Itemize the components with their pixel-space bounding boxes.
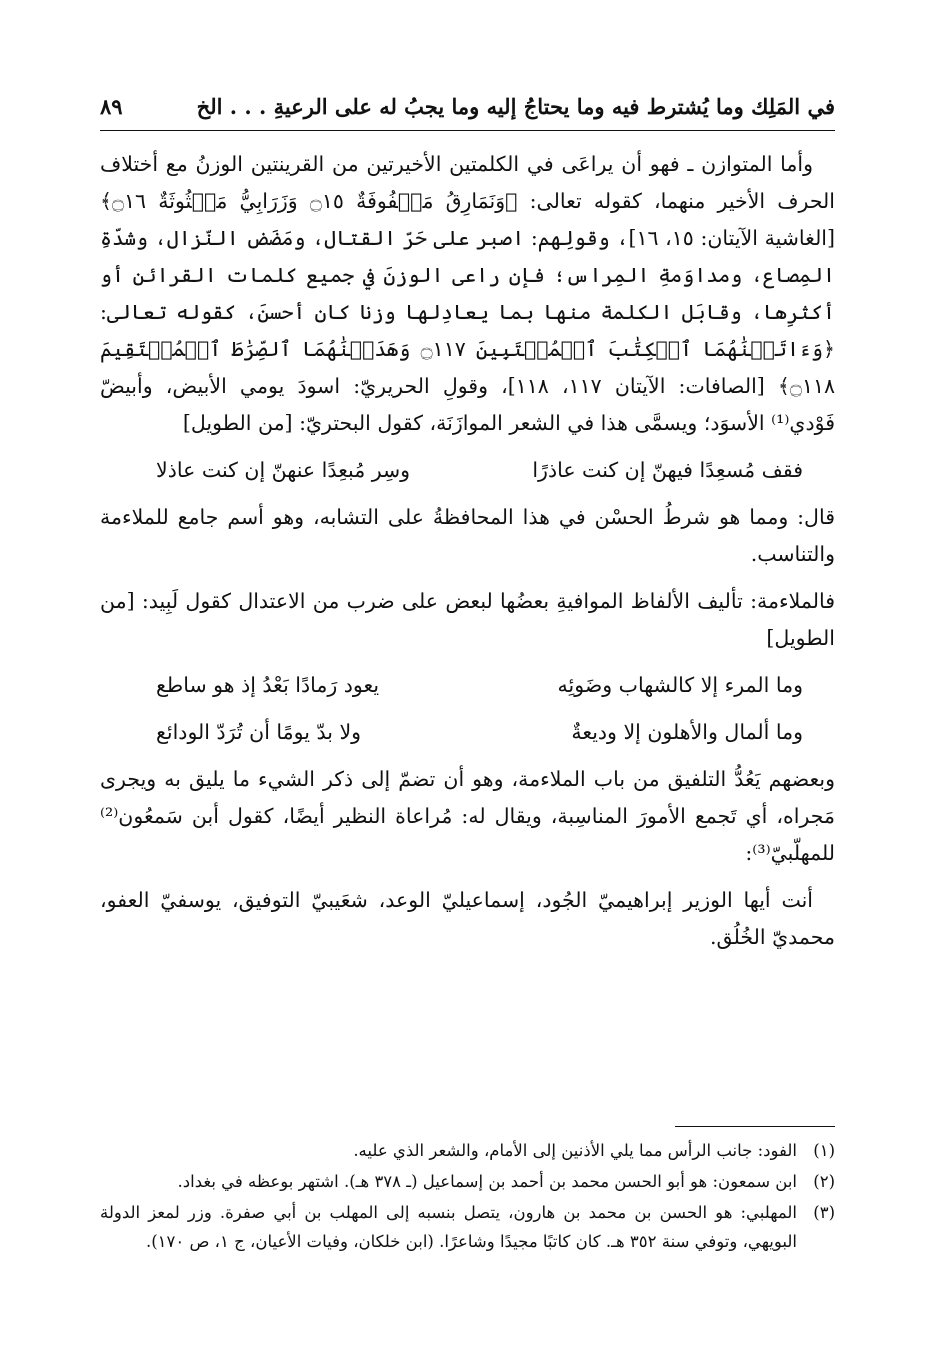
page-number: ٨٩ [100,93,123,119]
verse-hemistich-second: وسِر مُبعِدًا عنهنّ إن كنت عاذلا [156,458,411,482]
footnote-1 [100,1136,835,1165]
verse-buhturi [100,452,835,489]
footnote-3 [100,1198,835,1256]
paragraph-mulaama: فالملاءمة: تأليف الألفاظ الموافيةِ بعضُها لبعض على ضرب من الاعتدال كقول لَبِيد: [من الطويل] [100,589,835,650]
footnote-2 [100,1167,835,1196]
paragraph-talfiq: وبعضهم يَعُدُّ التلفيق من باب الملاءمة، وهو أن تضمّ إلى ذكر الشيء ما يليق به ويجرى مَجراه، أي تَجمع الأمورَ المناسِبة، ويقال له: مُراعاة النظير أيضًا، كقول أبن سَمعُون⁽²⁾ للمهلّبيّ⁽³⁾: [100,767,835,865]
body-text [100,146,835,966]
header-rule [100,130,835,131]
footnote-text: الفود: جانب الرأس مما يلي الأذنين إلى الأمام، والشعر الذي عليه. [353,1141,797,1160]
footnote-marker: (٢) [813,1172,835,1191]
verse-hemistich-first: وما المرء إلا كالشهاب وضَوئِه [557,673,803,697]
verse-hemistich-first: فقف مُسعِدًا فيهنّ إن كنت عاذرًا [532,458,803,482]
verse-hemistich-second: ولا بدّ يومًا أن تُرَدّ الودائع [156,720,362,744]
footnotes [100,1136,835,1258]
paragraph-quote-wazir: أنت أيها الوزير إبراهيميّ الجُود، إسماعيليّ الوعد، شعَيبيّ التوفيق، يوسفيّ العفو، محمديّ الخُلُق. [100,888,835,949]
running-header [100,86,835,126]
running-title: في المَلِك وما يُشترط فيه وما يحتاجُ إليه وما يجبُ له على الرعيةِ . . . الخ [196,93,835,119]
footnote-text: المهلبي: هو الحسن بن محمد بن هارون، يتصل بنسبه إلى المهلب بن أبي صفرة. وزر لمعز الدولة البويهي، وتوفي سنة ٣٥٢ هـ. كان كاتبًا مجيدًا وشاعرًا. (ابن خلكان، وفيات الأعيان، ج ١، ص ١٧٠). [100,1203,797,1251]
verse-labid-2 [100,714,835,751]
footnote-rule [675,1126,835,1127]
footnote-marker: (١) [813,1141,835,1160]
verse-hemistich-second: يعود رَمادًا بَعْدُ إذ هو ساطع [156,673,380,697]
verse-labid-1 [100,667,835,704]
verse-hemistich-first: وما ألمال والأهلون إلا وديعةٌ [571,720,803,744]
footnote-text: ابن سمعون: هو أبو الحسن محمد بن أحمد بن إسماعيل (ـ ٣٧٨ هـ). اشتهر بوعظه في بغداد. [177,1172,797,1191]
footnote-marker: (٣) [813,1203,835,1222]
paragraph-mutawazin: وأما المتوازن ـ فهو أن يراعَى في الكلمتين الأخيرتين من القرينتين الوزنُ مع أختلاف الحرف الأخير منهما، كقوله تعالى: ﴿وَنَمَارِقُ مَصۡفُوفَةٌ ۝١٥ وَزَرَابِيُّ مَبۡثُوثَةٌ ۝١٦﴾ [الغاشية الآيتان: ١٥، ١٦]، وقولِهم: اصبر على حَرّ القتال، ومَضَض النّزال، وشدّةِ المِصاع، ومداوَمةِ المِراس؛ فإن راعى الوزنَ في جميع كلمات القرائن أو أكثرِها، وقابَل الكلمة منها بما يعادِلها وزنا كان أحسنَ، كقوله تعالى: ﴿وَءَاتَيۡنَٰهُمَا ٱلۡكِتَٰبَ ٱلۡمُسۡتَبِينَ ۝١١٧ وَهَدَيۡنَٰهُمَا ٱلصِّرَٰطَ ٱلۡمُسۡتَقِيمَ ۝١١٨﴾ [الصافات: الآيتان ١١٧، ١١٨]، وقولِ الحريريّ: اسودَ يومي الأبيض، وأبيضّ فَوْدي⁽¹⁾ الأسوَد؛ ويسمَّى هذا في الشعر الموازَنَة، كقول البحتريّ: [من الطويل] [100,152,836,435]
paragraph-tashabuh: قال: ومما هو شرطُ الحسْن في هذا المحافظةُ على التشابه، وهو أسم جامع للملاءمة والتناسب. [100,505,835,566]
